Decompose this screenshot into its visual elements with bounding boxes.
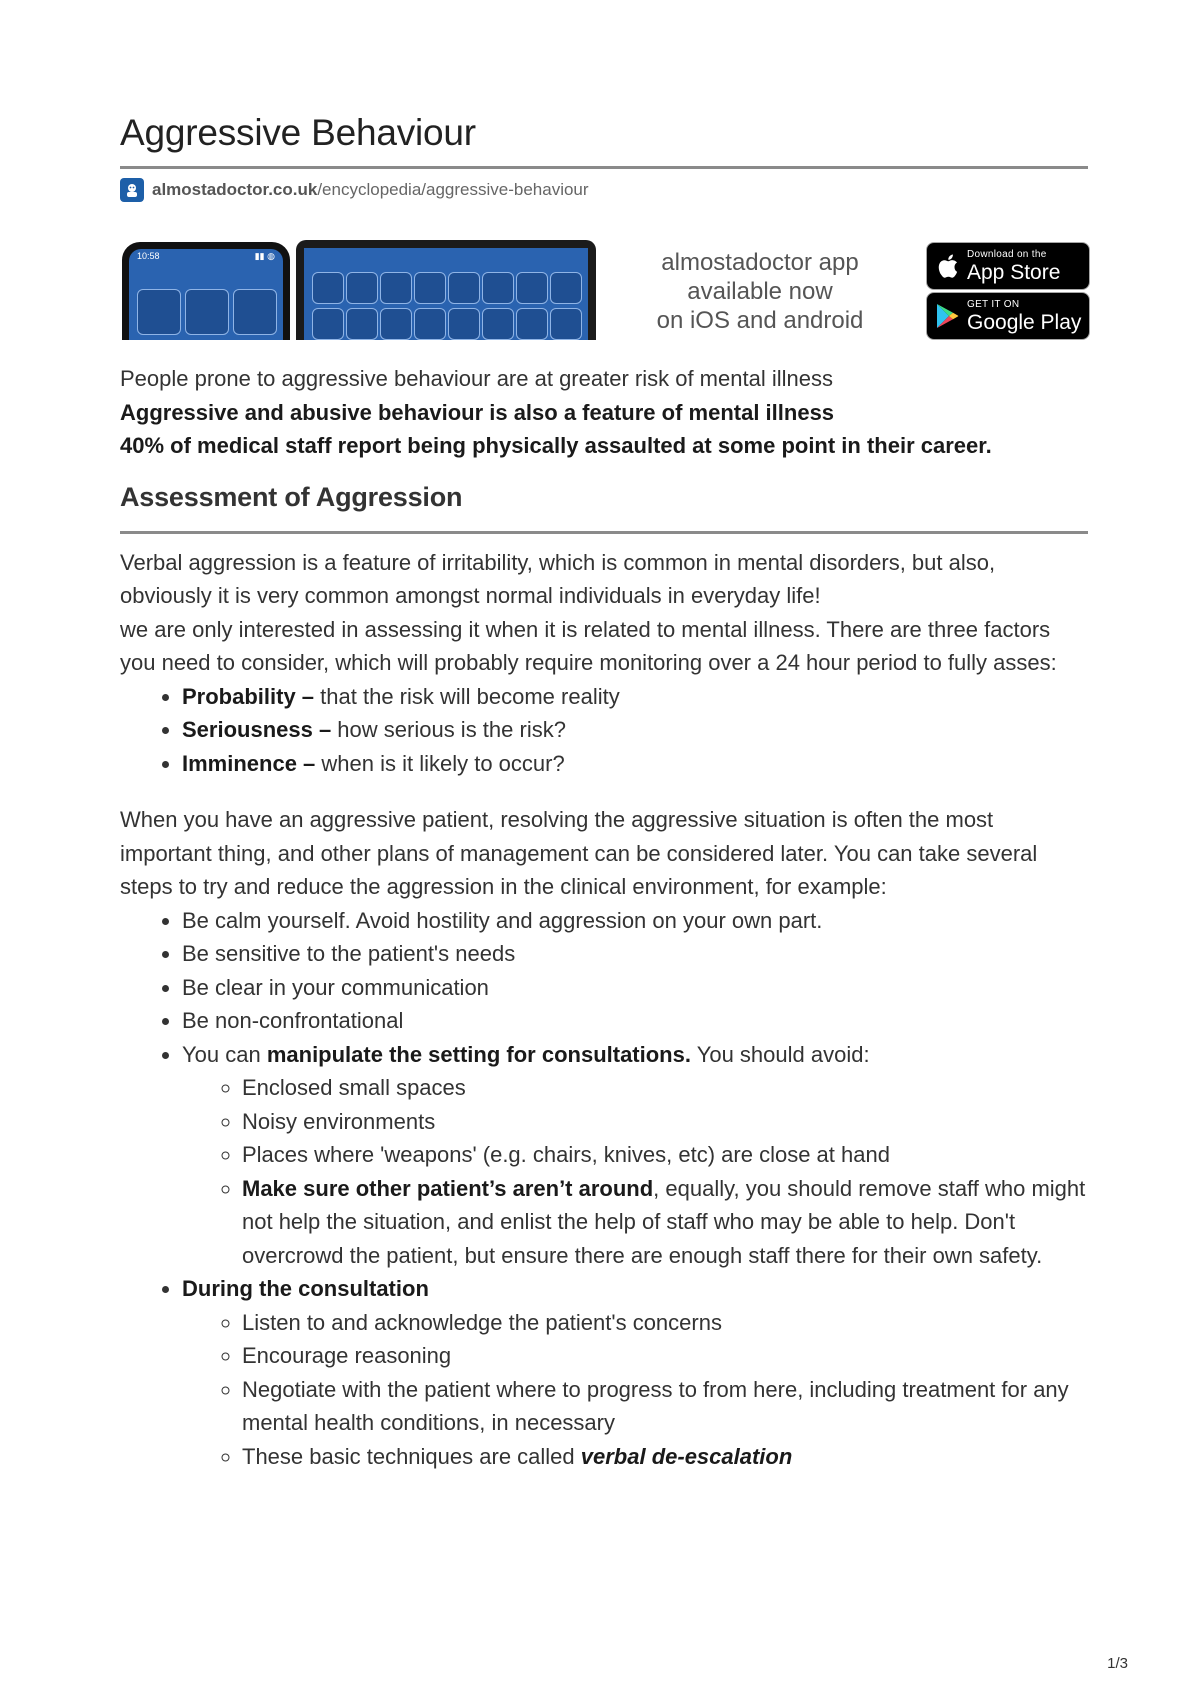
google-play-button[interactable]: GET IT ON Google Play <box>926 292 1090 340</box>
de-escalation-steps-list <box>120 904 1088 1474</box>
list-item: • You can manipulate the setting for consultations. You should avoid: ◦ Enclosed small spaces ◦ Noisy environments ◦ Places where 'weapons' (e.g. chairs, knives, etc) are close at hand ◦ Make sure other patient’s aren’t around, equally, you should remove staff who might not help the situation, and enlist the help of staff who may be able to help. Don't overcrowd the patient, but ensure there are enough staff there for their own safety. <box>182 1038 1088 1273</box>
list-item: • Imminence – when is it likely to occur? <box>182 747 1088 781</box>
article-body <box>120 362 1088 1473</box>
list-item: ◦ Listen to and acknowledge the patient's concerns <box>242 1306 1088 1340</box>
app-banner[interactable] <box>120 240 1088 340</box>
apple-icon <box>927 252 967 280</box>
list-item: • Probability – that the risk will become reality <box>182 680 1088 714</box>
source-url[interactable] <box>120 178 589 202</box>
intro-line-bold: 40% of medical staff report being physically assaulted at some point in their career. <box>120 433 992 458</box>
list-item: • Seriousness – how serious is the risk? <box>182 713 1088 747</box>
page-number: 1/3 <box>1107 1655 1128 1672</box>
section-divider <box>120 531 1088 534</box>
section-heading: Assessment of Aggression <box>120 481 463 512</box>
list-item: ◦ Enclosed small spaces <box>242 1071 1088 1105</box>
list-item: ◦ Make sure other patient’s aren’t around, equally, you should remove staff who might not help the situation, and enlist the help of staff who may be able to help. Don't overcrowd the patient, but ensure there are enough staff there for their own safety. <box>242 1172 1088 1273</box>
phone-time: 10:58 <box>137 251 160 261</box>
url-path[interactable]: /encyclopedia/aggressive-behaviour <box>317 180 589 199</box>
title-divider <box>120 166 1088 169</box>
phone-mockup-image: 10:58 ▮▮ ◍ <box>122 242 290 340</box>
list-item: • Be non-confrontational <box>182 1004 1088 1038</box>
list-item: ◦ Negotiate with the patient where to progress to from here, including treatment for any mental health conditions, in necessary <box>242 1373 1088 1440</box>
banner-tagline: almostadoctor app available now on iOS and android <box>656 249 864 334</box>
consultation-list <box>182 1306 1088 1474</box>
google-play-icon <box>927 303 967 329</box>
list-item: • Be clear in your communication <box>182 971 1088 1005</box>
list-item: ◦ These basic techniques are called verbal de-escalation <box>242 1440 1088 1474</box>
list-item: ◦ Encourage reasoning <box>242 1339 1088 1373</box>
list-item: ◦ Noisy environments <box>242 1105 1088 1139</box>
app-store-button[interactable]: Download on the App Store <box>926 242 1090 290</box>
page-title: Aggressive Behaviour <box>120 112 476 153</box>
list-item: • Be calm yourself. Avoid hostility and aggression on your own part. <box>182 904 1088 938</box>
list-item: ◦ Places where 'weapons' (e.g. chairs, knives, etc) are close at hand <box>242 1138 1088 1172</box>
list-item: • During the consultation ◦ Listen to and acknowledge the patient's concerns ◦ Encourage reasoning ◦ Negotiate with the patient where to progress to from here, including treatment for any mental health conditions, in necessary ◦ These basic techniques are called verbal de-escalation <box>182 1272 1088 1473</box>
paragraph: When you have an aggressive patient, resolving the aggressive situation is often the most important thing, and other plans of management can be considered later. You can take several steps to try and reduce the aggression in the clinical environment, for example: <box>120 807 1038 899</box>
tablet-mockup-image <box>296 240 596 340</box>
risk-factors-list <box>120 680 1088 781</box>
site-logo-icon <box>120 178 144 202</box>
paragraph: Verbal aggression is a feature of irritability, which is common in mental disorders, but also, obviously it is very common amongst normal individuals in everyday life! <box>120 549 996 608</box>
avoid-list <box>182 1071 1088 1272</box>
url-domain[interactable]: almostadoctor.co.uk <box>152 180 318 199</box>
intro-line-bold: Aggressive and abusive behaviour is also a feature of mental illness <box>120 399 835 425</box>
paragraph: we are only interested in assessing it when it is related to mental illness. There are three factors you need to consider, which will probably require monitoring over a 24 hour period to fully asses: <box>120 616 1057 675</box>
list-item: • Be sensitive to the patient's needs <box>182 937 1088 971</box>
intro-line: People prone to aggressive behaviour are at greater risk of mental illness <box>120 366 833 391</box>
